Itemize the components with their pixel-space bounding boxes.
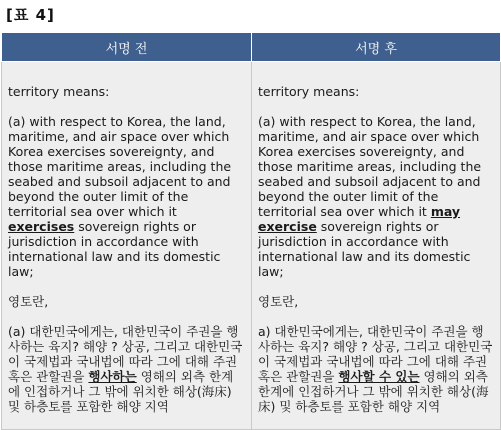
after-heading: territory means: (258, 84, 360, 99)
content-row (2, 62, 501, 430)
cell-after (252, 62, 501, 430)
after-korean-clause (258, 324, 494, 414)
after-english-text-start: (a) with respect to Korea, the land, maritime, and air space over which Korea exercises sovereignty, and those maritime areas, including the seabed and subsoil adjacent to and beyond the outer limit of the territorial sea over which it (258, 114, 482, 219)
cell-before (2, 62, 252, 430)
header-row (2, 33, 501, 62)
before-korean-highlighted-term: 행사하는 (88, 369, 137, 384)
before-korean-text-start: (a) 대한민국에게는, 대한민국이 주권을 행사하는 육지? 해양 ? 상공, 그리고 대한민국이 국제법과 국내법에 따라 그에 대해 주권 혹은 관할권을 (8, 324, 243, 384)
column-header-after: 서명 후 (252, 33, 501, 62)
after-english-text-end: sovereign rights or jurisdiction in accordance with international law and its domestic law; (258, 219, 471, 279)
table-caption: [표 4] (6, 6, 55, 24)
before-english-text-end: sovereign rights or jurisdiction in accordance with international law and its domestic law; (8, 219, 221, 279)
after-korean-highlighted-term: 행사할 수 있는 (338, 369, 420, 384)
before-korean-clause (8, 324, 245, 414)
after-english-clause (258, 114, 494, 279)
before-korean-heading: 영토란, (8, 294, 49, 309)
column-header-before: 서명 전 (2, 33, 252, 62)
after-korean-text-start: a) 대한민국에게는, 대한민국이 주권을 행사하는 육지? 해양 ? 상공, 그리고 대한민국이 국제법과 국내법에 따라 그에 대해 주권 혹은 관할권을 (258, 324, 493, 384)
before-highlighted-term: exercises (8, 219, 75, 234)
after-korean-heading: 영토란, (258, 294, 299, 309)
comparison-table (1, 32, 501, 430)
after-highlighted-term: may exercise (258, 204, 461, 234)
before-heading: territory means: (8, 84, 110, 99)
after-korean-text-end: 영해의 외측 한계에 인접하거나 그 밖에 위치한 해상(海床) 및 하층토를 포함한 해양 지역 (258, 369, 489, 414)
before-korean-text-end: 영해의 외측 한계에 인접하거나 그 밖에 위치한 해상(海床) 및 하층토를 포함한 해양 지역 (8, 369, 234, 414)
before-english-clause (8, 114, 245, 279)
before-english-text-start: (a) with respect to Korea, the land, maritime, and air space over which Korea exercises sovereignty, and those maritime areas, including the seabed and subsoil adjacent to and beyond the outer limit of the territorial sea over which it (8, 114, 232, 219)
